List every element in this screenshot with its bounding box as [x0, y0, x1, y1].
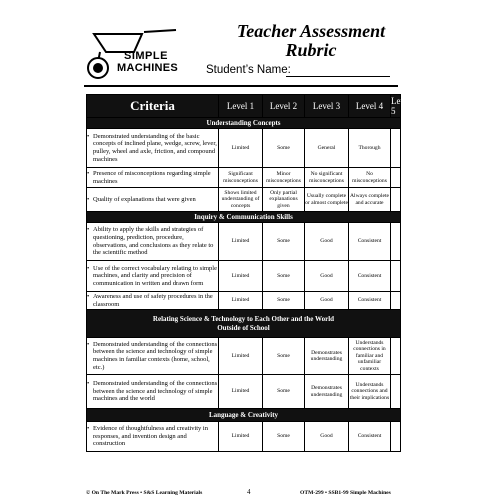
level-cell: Some	[263, 261, 305, 292]
criterion-cell: • Demonstrated understanding of the basic concepts of inclined plane, wedge, screw, lever, pulley, wheel and axle, friction, and compound machines	[87, 129, 219, 168]
rubric-table	[86, 94, 412, 452]
level-4-header: Level 4	[349, 95, 391, 118]
level-cell: Good	[305, 422, 349, 452]
footer-catalog: OTM-299 • SSB1-99 Simple Machines	[300, 490, 391, 496]
level-cell: Consistent	[349, 422, 391, 452]
level-cell: Some	[263, 375, 305, 409]
level-cell: Consistent	[349, 223, 391, 261]
level-cell: Limited	[219, 223, 263, 261]
criterion-cell: • Ability to apply the skills and strategies of questioning, prediction, procedure, observations, and conclusions as they relate to the scientific method	[87, 223, 219, 261]
page-number: 4	[247, 488, 251, 496]
page-title	[236, 22, 386, 60]
section-heading: Relating Science & Technology to Each Other and the World Outside of School	[87, 310, 401, 338]
level-cell	[391, 292, 401, 310]
level-1-header: Level 1	[219, 95, 263, 118]
table-row	[87, 168, 401, 188]
level-cell: Limited	[219, 129, 263, 168]
footer-publisher: © On The Mark Press • S&S Learning Materials	[86, 490, 203, 496]
level-cell: Understands connections and their implications	[349, 375, 391, 409]
level-cell: Limited	[219, 422, 263, 452]
level-cell	[391, 188, 401, 212]
table-row	[87, 188, 401, 212]
level-cell: Demonstrates understanding	[305, 375, 349, 409]
level-cell: Significant misconceptions	[219, 168, 263, 188]
level-cell	[391, 223, 401, 261]
section-heading: Language & Creativity	[87, 409, 401, 422]
level-cell: Thorough	[349, 129, 391, 168]
criterion-cell: • Evidence of thoughtfulness and creativity in responses, and invention design and construction	[87, 422, 219, 452]
level-cell: Limited	[219, 261, 263, 292]
criterion-cell: • Use of the correct vocabulary relating to simple machines, and clarity and precision of communication in written and drawn form	[87, 261, 219, 292]
level-cell: Always complete and accurate	[349, 188, 391, 212]
header-row	[87, 95, 401, 118]
level-cell: Good	[305, 292, 349, 310]
level-cell: Some	[263, 223, 305, 261]
table-row	[87, 422, 401, 452]
simple-machines-logo	[84, 26, 180, 84]
section-heading: Understanding Concepts	[87, 118, 401, 129]
level-cell: Limited	[219, 375, 263, 409]
criterion-cell: • Quality of explanations that were given	[87, 188, 219, 212]
level-cell: Limited	[219, 292, 263, 310]
level-cell: Some	[263, 129, 305, 168]
level-cell: Consistent	[349, 261, 391, 292]
level-cell: Good	[305, 261, 349, 292]
level-cell: Minor misconceptions	[263, 168, 305, 188]
title-line-1: Teacher Assessment	[236, 21, 386, 41]
level-cell: Consistent	[349, 292, 391, 310]
level-cell: General	[305, 129, 349, 168]
criterion-cell: • Awareness and use of safety procedures in the classroom	[87, 292, 219, 310]
logo-text-machines: MACHINES	[117, 62, 179, 74]
level-cell: Good	[305, 223, 349, 261]
level-cell: Some	[263, 338, 305, 375]
title-line-2: Rubric	[285, 40, 337, 60]
level-cell	[391, 168, 401, 188]
level-5-header: Level 5	[391, 96, 412, 116]
level-3-header: Level 3	[305, 95, 349, 118]
table-row	[87, 338, 401, 375]
level-2-header: Level 2	[263, 95, 305, 118]
criterion-cell: • Presence of misconceptions regarding simple machines	[87, 168, 219, 188]
logo-text-simple: SIMPLE	[124, 50, 168, 62]
section-heading: Inquiry & Communication Skills	[87, 212, 401, 223]
level-cell: Only partial explanations given	[263, 188, 305, 212]
criterion-cell: • Demonstrated understanding of the connections between the science and technology of simple machines in familiar contexts (home, school, etc.)	[87, 338, 219, 375]
level-cell	[391, 338, 401, 375]
table-row	[87, 129, 401, 168]
criteria-header: Criteria	[87, 95, 219, 118]
level-cell	[391, 375, 401, 409]
level-cell	[391, 129, 401, 168]
level-cell: Some	[263, 422, 305, 452]
level-cell: Limited	[219, 338, 263, 375]
table-row	[87, 292, 401, 310]
level-cell: Shows limited understanding of concepts	[219, 188, 263, 212]
student-name-field[interactable]	[286, 76, 390, 77]
level-cell: No significant misconceptions	[305, 168, 349, 188]
student-name-label: Student’s Name:	[206, 64, 291, 76]
criterion-cell: • Demonstrated understanding of the connections between the science and technology of simple machines and the world	[87, 375, 219, 409]
table-row	[87, 375, 401, 409]
level-cell: Demonstrates understanding	[305, 338, 349, 375]
level-cell: No misconceptions	[349, 168, 391, 188]
level-cell	[391, 261, 401, 292]
level-cell: Some	[263, 292, 305, 310]
table-row	[87, 261, 401, 292]
level-cell: Usually complete or almost complete	[305, 188, 349, 212]
level-cell	[391, 422, 401, 452]
header-divider	[84, 85, 398, 87]
table-row	[87, 223, 401, 261]
level-cell: Understands connections in familiar and unfamiliar contexts	[349, 338, 391, 375]
